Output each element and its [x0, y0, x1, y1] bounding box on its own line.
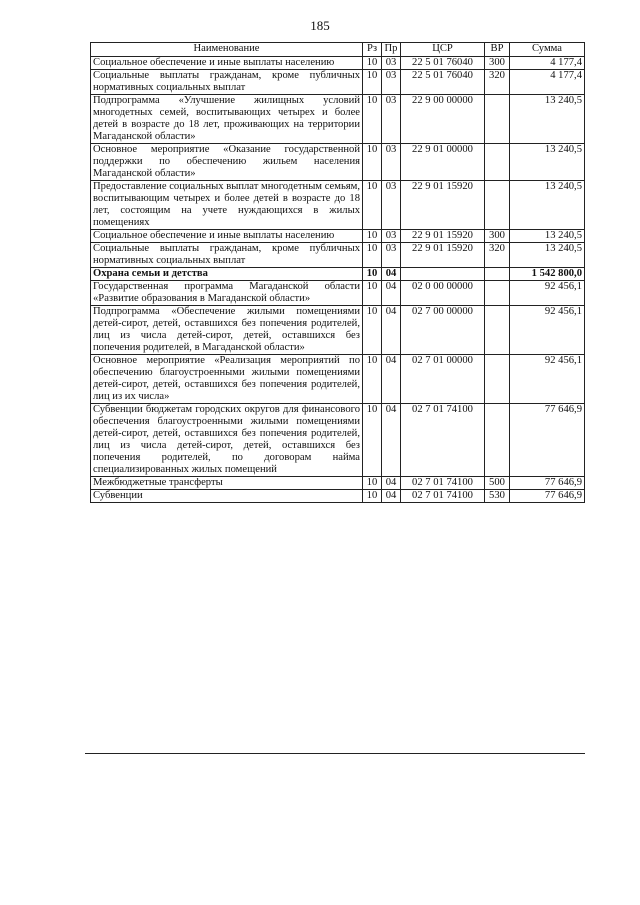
row-csr: 22 9 01 00000 — [401, 144, 485, 181]
row-name: Основное мероприятие «Оказание государственной поддержки по обеспечению жильем населения Магаданской области» — [91, 144, 363, 181]
table-row — [91, 268, 585, 281]
row-rz: 10 — [363, 477, 382, 490]
table-row — [91, 57, 585, 70]
row-name: Субвенции бюджетам городских округов для финансового обеспечения благоустроенными жилыми помещениями детей-сирот, детей, оставшихся без попечения родителей, лиц из числа детей-сирот, детей, оставшихся без попечения родителей, по договорам найма специализированных жилых помещений — [91, 404, 363, 477]
row-sum: 13 240,5 — [510, 181, 585, 230]
row-csr: 02 0 00 00000 — [401, 281, 485, 306]
table-row — [91, 144, 585, 181]
header-csr: ЦСР — [401, 43, 485, 57]
row-name: Подпрограмма «Улучшение жилищных условий многодетных семей, воспитывающих четырех и более детей в возрасте до 18 лет, проживающих на территории Магаданской области» — [91, 95, 363, 144]
table-row — [91, 95, 585, 144]
row-pr: 03 — [382, 144, 401, 181]
row-sum: 77 646,9 — [510, 404, 585, 477]
row-csr: 22 9 01 15920 — [401, 243, 485, 268]
row-vr — [485, 306, 510, 355]
row-rz: 10 — [363, 355, 382, 404]
row-csr: 22 9 01 15920 — [401, 230, 485, 243]
row-vr — [485, 181, 510, 230]
row-rz: 10 — [363, 144, 382, 181]
header-name: Наименование — [91, 43, 363, 57]
table-header-row — [91, 43, 585, 57]
row-vr: 320 — [485, 70, 510, 95]
row-rz: 10 — [363, 490, 382, 503]
row-rz: 10 — [363, 181, 382, 230]
row-sum: 92 456,1 — [510, 281, 585, 306]
row-vr — [485, 95, 510, 144]
row-name: Субвенции — [91, 490, 363, 503]
row-vr — [485, 268, 510, 281]
row-pr: 04 — [382, 490, 401, 503]
row-csr: 02 7 01 00000 — [401, 355, 485, 404]
row-vr: 500 — [485, 477, 510, 490]
row-csr: 22 9 00 00000 — [401, 95, 485, 144]
row-sum: 4 177,4 — [510, 57, 585, 70]
row-sum: 13 240,5 — [510, 230, 585, 243]
row-vr: 300 — [485, 57, 510, 70]
table-row — [91, 181, 585, 230]
header-sum: Сумма — [510, 43, 585, 57]
row-name: Социальные выплаты гражданам, кроме публичных нормативных социальных выплат — [91, 243, 363, 268]
row-rz: 10 — [363, 95, 382, 144]
row-vr — [485, 404, 510, 477]
row-name: Социальные выплаты гражданам, кроме публичных нормативных социальных выплат — [91, 70, 363, 95]
header-rz: Рз — [363, 43, 382, 57]
row-pr: 04 — [382, 355, 401, 404]
row-pr: 03 — [382, 57, 401, 70]
row-csr: 02 7 01 74100 — [401, 477, 485, 490]
row-sum: 13 240,5 — [510, 95, 585, 144]
row-sum: 13 240,5 — [510, 144, 585, 181]
row-sum: 1 542 800,0 — [510, 268, 585, 281]
table-row — [91, 404, 585, 477]
row-rz: 10 — [363, 230, 382, 243]
row-pr: 04 — [382, 404, 401, 477]
row-vr: 300 — [485, 230, 510, 243]
row-rz: 10 — [363, 268, 382, 281]
table-row — [91, 306, 585, 355]
table-row — [91, 355, 585, 404]
row-vr: 530 — [485, 490, 510, 503]
row-pr: 03 — [382, 95, 401, 144]
row-name: Предоставление социальных выплат многодетным семьям, воспитывающим четырех и более детей в возрасте до 18 лет, состоящим на учете нуждающихся в жилых помещениях — [91, 181, 363, 230]
row-vr — [485, 281, 510, 306]
row-csr — [401, 268, 485, 281]
row-pr: 04 — [382, 477, 401, 490]
row-rz: 10 — [363, 281, 382, 306]
page-number: 185 — [310, 18, 330, 33]
table-row — [91, 490, 585, 503]
table-body — [91, 57, 585, 503]
row-rz: 10 — [363, 404, 382, 477]
row-rz: 10 — [363, 243, 382, 268]
table-row — [91, 477, 585, 490]
row-name: Подпрограмма «Обеспечение жилыми помещениями детей-сирот, детей, оставшихся без попечения родителей, лиц из числа детей-сирот, детей, оставшихся без попечения родителей, в Магаданской области» — [91, 306, 363, 355]
row-csr: 22 5 01 76040 — [401, 70, 485, 95]
table-row — [91, 230, 585, 243]
row-sum: 13 240,5 — [510, 243, 585, 268]
row-rz: 10 — [363, 70, 382, 95]
row-vr: 320 — [485, 243, 510, 268]
row-rz: 10 — [363, 57, 382, 70]
row-pr: 03 — [382, 243, 401, 268]
row-csr: 02 7 00 00000 — [401, 306, 485, 355]
row-sum: 4 177,4 — [510, 70, 585, 95]
row-name: Государственная программа Магаданской области «Развитие образования в Магаданской области» — [91, 281, 363, 306]
row-sum: 77 646,9 — [510, 490, 585, 503]
row-csr: 22 5 01 76040 — [401, 57, 485, 70]
row-pr: 03 — [382, 70, 401, 95]
row-pr: 03 — [382, 230, 401, 243]
row-csr: 02 7 01 74100 — [401, 404, 485, 477]
row-csr: 02 7 01 74100 — [401, 490, 485, 503]
footer-divider — [85, 753, 585, 754]
row-sum: 92 456,1 — [510, 306, 585, 355]
header-vr: ВР — [485, 43, 510, 57]
row-name: Социальное обеспечение и иные выплаты населению — [91, 230, 363, 243]
budget-table — [90, 42, 585, 503]
row-name: Межбюджетные трансферты — [91, 477, 363, 490]
row-vr — [485, 355, 510, 404]
row-pr: 03 — [382, 181, 401, 230]
row-name: Охрана семьи и детства — [91, 268, 363, 281]
header-pr: Пр — [382, 43, 401, 57]
row-pr: 04 — [382, 306, 401, 355]
row-name: Основное мероприятие «Реализация мероприятий по обеспечению благоустроенными жилыми помещениями детей-сирот, детей, оставшихся без попечения родителей, лиц из их числа» — [91, 355, 363, 404]
table-row — [91, 70, 585, 95]
row-vr — [485, 144, 510, 181]
table-row — [91, 281, 585, 306]
row-name: Социальное обеспечение и иные выплаты населению — [91, 57, 363, 70]
row-sum: 77 646,9 — [510, 477, 585, 490]
row-sum: 92 456,1 — [510, 355, 585, 404]
table-row — [91, 243, 585, 268]
row-rz: 10 — [363, 306, 382, 355]
row-csr: 22 9 01 15920 — [401, 181, 485, 230]
row-pr: 04 — [382, 281, 401, 306]
row-pr: 04 — [382, 268, 401, 281]
